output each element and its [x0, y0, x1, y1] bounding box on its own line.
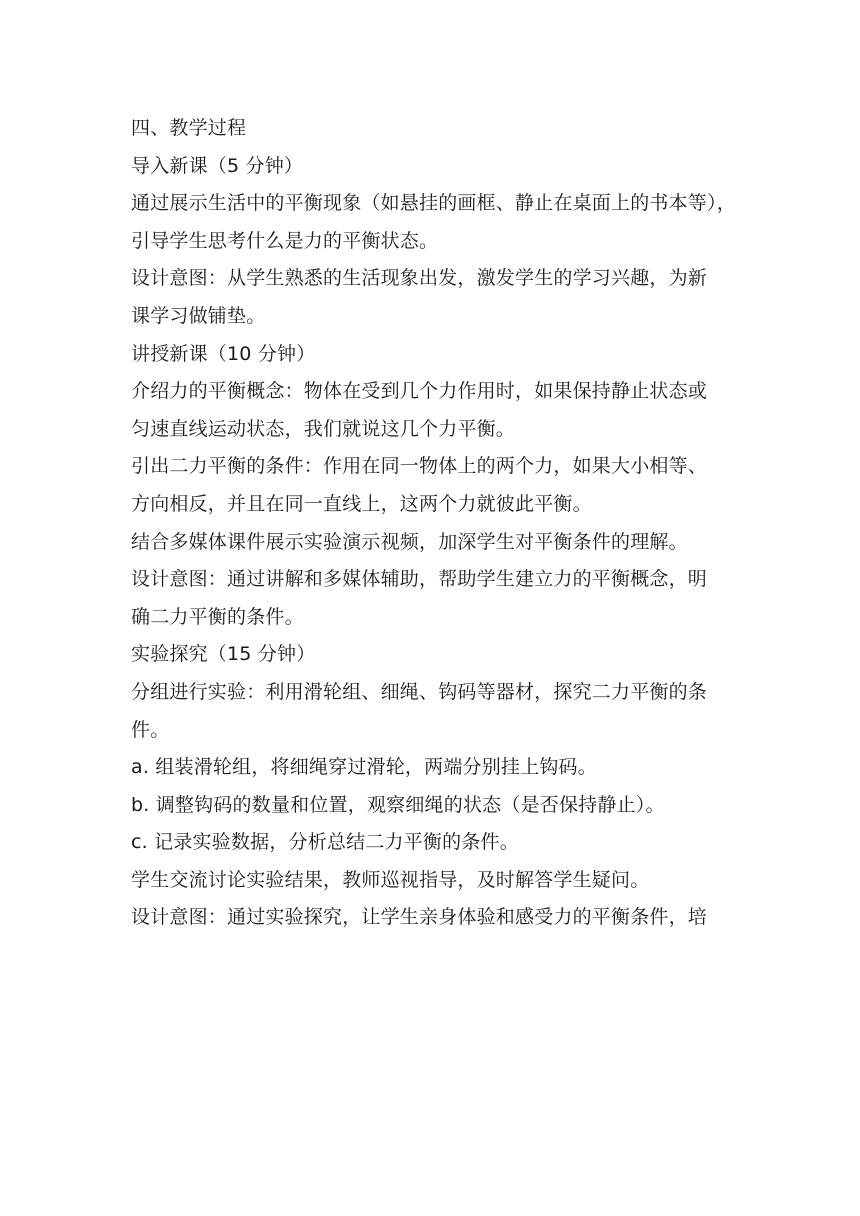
text-line: 引导学生思考什么是力的平衡状态。 — [131, 229, 439, 252]
paragraph — [131, 524, 743, 562]
text-line: 分组进行实验：利用滑轮组、细绳、钩码等器材，探究二力平衡的条 — [131, 680, 708, 703]
paragraph — [131, 185, 743, 260]
text-line: c. 记录实验数据，分析总结二力平衡的条件。 — [131, 831, 519, 854]
text-line: 讲授新课（10 分钟） — [131, 342, 316, 365]
text-line: 导入新课（5 分钟） — [131, 154, 304, 177]
text-line: 课学习做铺垫。 — [131, 304, 266, 327]
subheading-lecture — [131, 336, 743, 374]
text-line: 结合多媒体课件展示实验演示视频，加深学生对平衡条件的理解。 — [131, 530, 688, 553]
paragraph — [131, 260, 743, 335]
paragraph — [131, 862, 743, 900]
text-line: 实验探究（15 分钟） — [131, 643, 316, 666]
paragraph — [131, 674, 743, 749]
paragraph — [131, 448, 743, 523]
text-line: 四、教学过程 — [131, 117, 247, 139]
text-line: b. 调整钩码的数量和位置，观察细绳的状态（是否保持静止）。 — [131, 793, 665, 816]
list-item — [131, 787, 743, 825]
text-line: 通过展示生活中的平衡现象（如悬挂的画框、静止在桌面上的书本等）， — [131, 192, 736, 215]
text-line: 设计意图：通过讲解和多媒体辅助，帮助学生建立力的平衡概念，明 — [131, 568, 708, 591]
list-item — [131, 824, 743, 862]
text-line: 学生交流讨论实验结果，教师巡视指导，及时解答学生疑问。 — [131, 868, 650, 891]
text-line: 确二力平衡的条件。 — [131, 605, 304, 628]
section-heading — [131, 110, 743, 148]
text-line: 介绍力的平衡概念：物体在受到几个力作用时，如果保持静止状态或 — [131, 380, 708, 403]
paragraph — [131, 373, 743, 448]
subheading-experiment — [131, 636, 743, 674]
text-line: 方向相反，并且在同一直线上，这两个力就彼此平衡。 — [131, 492, 592, 515]
text-line: 设计意图：从学生熟悉的生活现象出发，激发学生的学习兴趣，为新 — [131, 267, 708, 290]
list-item — [131, 749, 743, 787]
paragraph — [131, 561, 743, 636]
paragraph — [131, 899, 743, 937]
document-page — [131, 110, 743, 937]
text-line: 匀速直线运动状态，我们就说这几个力平衡。 — [131, 417, 516, 440]
text-line: 设计意图：通过实验探究，让学生亲身体验和感受力的平衡条件，培 — [131, 906, 708, 929]
text-line: 件。 — [131, 718, 170, 741]
text-line: a. 组装滑轮组，将细绳穿过滑轮，两端分别挂上钩码。 — [131, 756, 597, 779]
text-line: 引出二力平衡的条件：作用在同一物体上的两个力，如果大小相等、 — [131, 455, 708, 478]
subheading-intro — [131, 148, 743, 186]
